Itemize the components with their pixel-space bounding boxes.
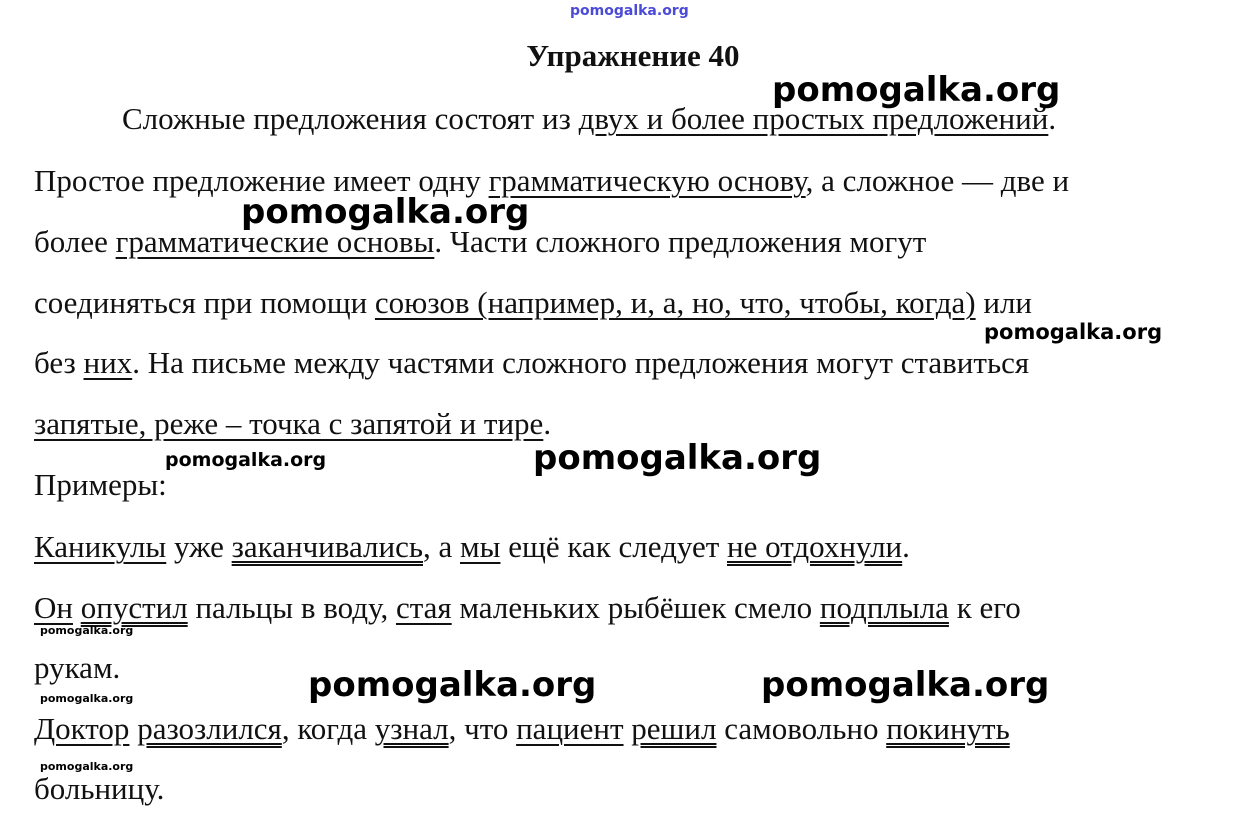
- text-span: , а сложное — две и: [805, 163, 1070, 198]
- text-span: . На письме между частями сложного предложения могут ставиться: [132, 345, 1030, 380]
- text-span: Простое предложение имеет одну: [34, 163, 489, 198]
- text-span: ещё как следует: [500, 529, 728, 564]
- paragraph-line-4: [34, 285, 1032, 321]
- subject: Он: [34, 590, 73, 625]
- predicate: разозлился: [137, 711, 282, 746]
- example-3: [34, 711, 1010, 747]
- predicate: опустил: [80, 590, 188, 625]
- underlined-term: грамматическую основу: [488, 163, 806, 198]
- predicate: покинуть: [886, 711, 1010, 746]
- example-1: [34, 529, 910, 565]
- predicate: заканчивались: [231, 529, 423, 564]
- predicate: не отдохнули: [727, 529, 903, 564]
- text-span: . Части сложного предложения могут: [434, 224, 927, 259]
- subject: мы: [460, 529, 501, 564]
- underlined-term: двух и более простых предложений: [578, 101, 1049, 136]
- watermark: pomogalka.org: [761, 665, 1050, 705]
- subject: Каникулы: [34, 529, 167, 564]
- text-span: самовольно: [716, 711, 887, 746]
- paragraph-line-2: [34, 163, 1069, 199]
- watermark: pomogalka.org: [308, 665, 597, 705]
- text-span: .: [543, 406, 552, 441]
- text-span: без: [34, 345, 84, 380]
- exercise-title: Упражнение 40: [526, 38, 740, 73]
- text-span: [73, 590, 81, 625]
- text-span: к его: [948, 590, 1021, 625]
- paragraph-line-5: [34, 345, 1029, 381]
- text-span: маленьких рыбёшек смело: [451, 590, 820, 625]
- underlined-term: них: [83, 345, 133, 380]
- watermark: pomogalka.org: [165, 449, 327, 471]
- example-2: [34, 590, 1021, 626]
- example-3-continuation: больницу.: [34, 771, 165, 806]
- text-span: , что: [448, 711, 517, 746]
- watermark: pomogalka.org: [533, 438, 822, 478]
- subject: пациент: [516, 711, 624, 746]
- text-span: .: [902, 529, 910, 564]
- text-span: .: [1048, 101, 1057, 136]
- text-span: , а: [422, 529, 460, 564]
- text-span: более: [34, 224, 116, 259]
- watermark-top: pomogalka.org: [570, 3, 689, 19]
- text-span: пальцы в воду,: [187, 590, 396, 625]
- watermark: pomogalka.org: [40, 760, 134, 773]
- predicate: решил: [631, 711, 717, 746]
- watermark: pomogalka.org: [40, 692, 134, 705]
- paragraph-line-6: [34, 406, 551, 442]
- underlined-term: союзов (например, и, а, но, что, чтобы, когда): [374, 285, 976, 320]
- example-2-continuation: рукам.: [34, 650, 121, 685]
- examples-label: Примеры:: [34, 467, 167, 502]
- underlined-term: грамматические основы: [115, 224, 435, 259]
- text-span: уже: [166, 529, 232, 564]
- underlined-term: запятые, реже – точка с запятой и тире: [34, 406, 544, 441]
- predicate: подплыла: [819, 590, 949, 625]
- watermark: pomogalka.org: [772, 70, 1061, 110]
- subject: стая: [395, 590, 452, 625]
- predicate: узнал: [374, 711, 449, 746]
- watermark: pomogalka.org: [241, 192, 530, 232]
- text-span: Сложные предложения состоят из: [122, 101, 579, 136]
- text-span: соединяться при помощи: [34, 285, 375, 320]
- watermark: pomogalka.org: [40, 624, 134, 637]
- subject: Доктор: [34, 711, 130, 746]
- text-span: или: [975, 285, 1033, 320]
- watermark: pomogalka.org: [984, 320, 1163, 344]
- text-span: , когда: [281, 711, 375, 746]
